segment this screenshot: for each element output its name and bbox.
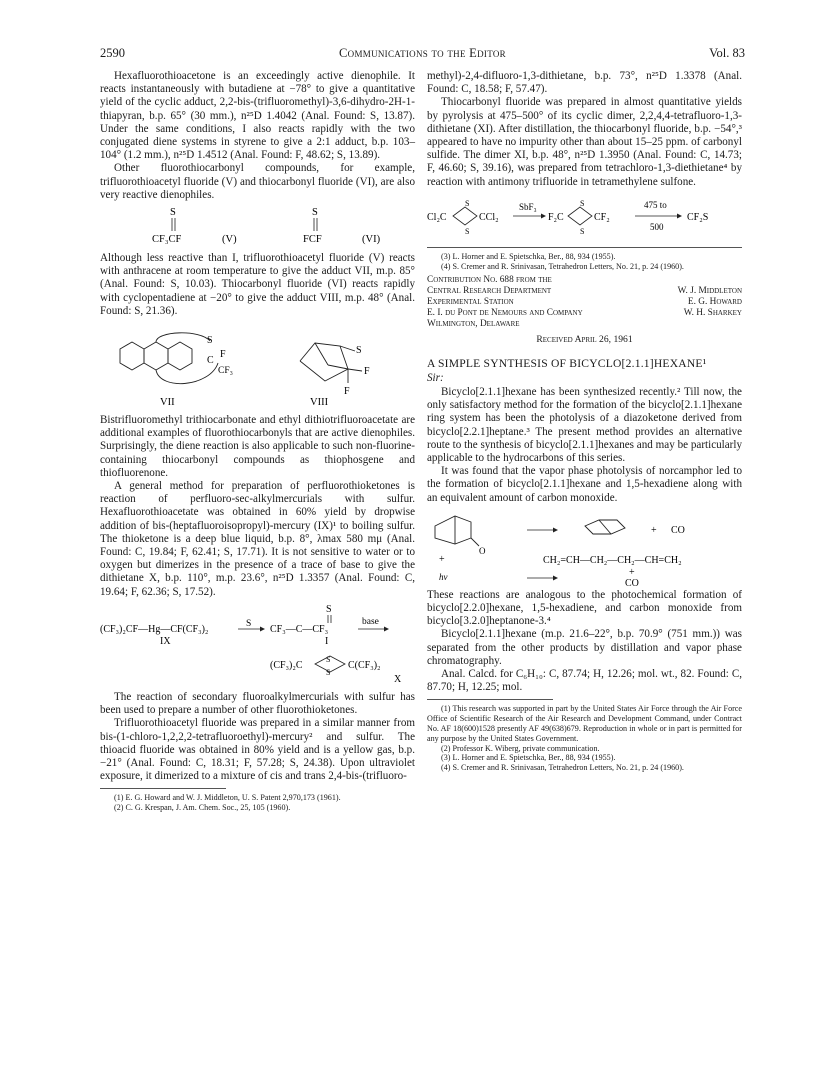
salutation: Sir: [427, 371, 444, 384]
viii-label: VIII [310, 397, 329, 409]
vii-label: VII [160, 397, 175, 409]
left-column [100, 70, 415, 813]
footnote: (1) This research was supported in part by the United States Air Force through the Air Force Office of Scientific Research of the Air Research and Development Command, under Contract No. AF 18(600)1528 presently AF 49(638)679. Reproduction in whole or in part is permitted for any purpose by the United States Government. [427, 704, 742, 743]
struct-v-sulfur: S [170, 207, 176, 219]
tetrachloro-left: Cl₂C [427, 211, 447, 223]
cyclopentadiene-adduct-viii [300, 343, 362, 383]
footnote: (4) S. Cremer and R. Srinivasan, Tetrahedron Letters, No. 21, p. 24 (1960). [441, 261, 684, 271]
footnote: (2) Professor K. Wiberg, private communication. [441, 743, 600, 753]
ketone-oxygen: O [479, 545, 486, 556]
footnote-rule [427, 247, 742, 248]
reagent-sbf3: SbF₃ [519, 201, 537, 212]
affiliation-line: Experimental Station [427, 297, 514, 308]
paragraph: Other fluorothiocarbonyl compounds, for example, trifluorothioacetyl fluoride (V) and thiocarbonyl fluoride (VI), are also very reactive dienophiles. [100, 162, 415, 201]
plus-sign: + [439, 553, 445, 565]
struct-v-label: (V) [222, 234, 237, 246]
pyrolysis-temp-upper: 475 to [644, 199, 667, 210]
footnote: (3) L. Horner and E. Spietschka, Ber., 88, 934 (1955). [441, 753, 616, 763]
volume-label: Vol. 83 [709, 46, 745, 60]
vii-carbon: C [207, 355, 214, 367]
paragraph: Anal. Calcd. for C₆H₁₀: C, 87.74; H, 12.26; mol. wt., 82. Found: C, 87.70; H, 12.25; mol. [427, 668, 742, 694]
photolysis-scheme [427, 508, 742, 586]
adduct-structures [100, 321, 415, 411]
author-name: E. G. Howard [687, 297, 742, 308]
vii-sulfur: S [207, 335, 213, 347]
scheme-label-i: I [325, 635, 329, 647]
scheme-dithietane-left: (CF₃)₂C [270, 659, 303, 671]
page-header [100, 46, 745, 62]
affiliation-line: E. I. du Pont de Nemours and Company [427, 308, 583, 319]
scheme-thioketone: CF₃—C—CF₃ [270, 623, 329, 635]
plus-sign: + [629, 566, 635, 578]
paragraph: These reactions are analogous to the photochemical formation of bicyclo[2.2.0]hexane, 1,5-hexadiene, and carbon monoxide from bicyclo[3.2.0]heptanone-3.⁴ [427, 588, 742, 628]
scheme-dithietane-s-top: S [326, 654, 331, 664]
tetrachloro-s-top: S [465, 198, 470, 208]
product-cf2s: CF₂S [687, 211, 709, 223]
norcamphor-structure [435, 516, 479, 546]
vii-fluorine: F [220, 349, 226, 361]
struct-vi-label: (VI) [362, 234, 381, 246]
scheme-thioketone-sulfur: S [326, 603, 332, 615]
paragraph: methyl)-2,4-difluoro-1,3-dithietane, b.p. 73°, n²⁵D 1.3378 (Anal. Found: C, 18.58; F, 57.47). [427, 70, 742, 96]
affiliation-line: Wilmington, Delaware [427, 319, 520, 330]
carbon-monoxide: CO [671, 524, 685, 536]
tetrachloro-s-bottom: S [465, 226, 470, 236]
viii-sulfur: S [356, 345, 362, 357]
right-column [427, 70, 742, 773]
bicyclohexane-structure [585, 520, 625, 534]
paragraph: Bicyclo[2.1.1]hexane (m.p. 21.6–22°, b.p. 70.9° (751 mm.)) was separated from the other products by distillation and vapor phase chromatography. [427, 628, 742, 667]
tetrafluoro-s-bottom: S [580, 226, 585, 236]
paragraph: Bicyclo[2.1.1]hexane has been synthesized recently.² Till now, the only satisfactory method for the formation of the bicyclo[2.1.1]hexane ring system has been the photolysis of a diazoketone derived from bicyclo[2.2.1]heptane.³ The present method provides an alternative route to the synthesis of bicyclo[2.1.1]hexanes and may be particularly applicable to the hydrocarbons of this series. [427, 386, 742, 465]
light-h-nu: hν [439, 571, 448, 582]
page-number: 2590 [100, 46, 125, 60]
footnote-rule [100, 788, 226, 789]
article-title: A SIMPLE SYNTHESIS OF BICYCLO[2.1.1]HEXANE¹ [427, 356, 707, 370]
anthracene-adduct-vii [120, 333, 218, 384]
thiocarbonyl-fluoride-scheme [427, 192, 742, 242]
scheme-arrow-sulfur: S [246, 618, 252, 629]
received-date: Received April 26, 1961 [536, 334, 633, 346]
viii-fluorine-1: F [364, 366, 370, 378]
paragraph: Trifluorothioacetyl fluoride was prepared in a similar manner from bis-(1-chloro-1,2,2,2-tetrafluoroethyl)-mercury² and sulfur. The thioacid fluoride was obtained in 80% yield and is a yellow gas, b.p. −21° (Anal. Found: C, 18.31; F, 57.28; S, 24.38). Upon ultraviolet exposure, it dimerized to a mixture of cis and trans 2,4-bis-(trifluoro- [100, 717, 415, 783]
paragraph: Bistrifluoromethyl trithiocarbonate and ethyl dithiotrifluoroacetate are additional examples of fluorothiocarbonyls that are active dienophiles. Surprisingly, the diene reaction is also applicable to such non-fluorine-containing thiocarbonyl compounds as thiophosgene and thiofluorenone. [100, 414, 415, 479]
paragraph: Hexafluorothioacetone is an exceedingly active dienophile. It reacts instantaneously with butadiene at −78° to give a quantitative yield of the cyclic adduct, 2,2-bis-(trifluoromethyl)-3,6-dihydro-2H-1-thiapyran, b.p. 65° (30 mm.), n²⁵D 1.4042 (Anal. Found: S, 13.87). Under the same conditions, I also reacts rapidly with the two conjugated diene systems in styrene to give a 2:1 adduct, b.p. 103–104° (1.2 mm.), n²⁵D 1.4512 (Anal. Found: F, 48.62; S, 13.89). [100, 70, 415, 162]
paragraph: It was found that the vapor phase photolysis of norcamphor led to the formation of bicyclo[2.1.1]hexane and 1,5-hexadiene along with an equivalent amount of carbon monoxide. [427, 465, 742, 504]
scheme-mercurial: (CF₃)₂CF—Hg—CF(CF₃)₂ [100, 623, 209, 635]
viii-fluorine-2: F [344, 386, 350, 398]
paragraph: Thiocarbonyl fluoride was prepared in almost quantitative yields by pyrolysis at 475–500° of its cyclic dimer, 2,2,4,4-tetrafluoro-1,3-dithietane (XI). After distillation, the thiocarbonyl fluoride, b.p. −54°,³ appeared to have no impurity other than about 15–25 ppm. of carbonyl sulfide. The dimer XI, b.p. 48°, n²⁵D 1.3950 (Anal. Found: C, 14.73; F, 46.60; S, 39.16), was prepared from tetrachloro-1,3-diethietane⁴ by reaction with antimony trifluoride in tetramethylene sulfone. [427, 96, 742, 188]
affiliation-line: Contribution No. 688 from the [427, 275, 552, 286]
author-affiliation [427, 275, 742, 330]
journal-section-title: Communications to the Editor [339, 46, 506, 60]
scheme-dithietane-right: C(CF₃)₂ [348, 659, 381, 671]
footnote: (2) C. G. Krespan, J. Am. Chem. Soc., 25, 105 (1960). [114, 803, 291, 813]
tetrafluoro-left: F₂C [548, 211, 564, 223]
author-name: W. H. Sharkey [683, 308, 742, 319]
struct-vi-sulfur: S [312, 207, 318, 219]
pyrolysis-temp-lower: 500 [650, 221, 664, 232]
scheme-base: base [362, 616, 379, 627]
scheme-label-ix: IX [160, 635, 171, 647]
plus-sign: + [651, 524, 657, 536]
affiliation-line: Central Research Department [427, 286, 552, 297]
footnote: (4) S. Cremer and R. Srinivasan, Tetrahedron Letters, No. 21, p. 24 (1960). [441, 763, 684, 773]
tetrafluoro-right: CF₂ [594, 211, 610, 223]
thiocarbonyl-structures [100, 205, 415, 249]
vii-cf3: CF₃ [218, 366, 233, 377]
carbon-monoxide: CO [625, 577, 639, 586]
tetrafluoro-s-top: S [580, 198, 585, 208]
footnote: (1) E. G. Howard and W. J. Middleton, U. S. Patent 2,970,173 (1961). [114, 793, 341, 803]
scheme-dithietane-s-bottom: S [326, 667, 331, 677]
hexadiene: CH₂=CH—CH₂—CH₂—CH=CH₂ [543, 554, 682, 566]
paragraph: The reaction of secondary fluoroalkylmercurials with sulfur has been used to prepare a number of other fluorothioketones. [100, 690, 415, 717]
paragraph: Although less reactive than I, trifluorothioacetyl fluoride (V) reacts with anthracene at room temperature to give the adduct VII, m.p. 85° (Anal. Found: S, 10.03). Thiocarbonyl fluoride (VI) reacts rapidly with cyclopentadiene at −20° to give the adduct VIII, m.p. 48° (Anal. Found: S, 21.36). [100, 252, 415, 317]
paragraph: A general method for preparation of perfluorothioketones is reaction of perfluoro-sec-alkylmercurials with sulfur. Hexafluorothioacetate was obtained in 60% yield by dropwise addition of bis-(heptafluoroisopropyl)-mercury (IX)¹ to boiling sulfur. The thioketone is a deep blue liquid, b.p. 8°, λmax 580 mμ (Anal. Found: C, 19.84; F, 62.41; S, 17.71). It is not sensitive to water or to oxygen but dimerizes in the presence of a trace of base to give the dithietane X, b.p. 110°, m.p. 23.6°, n²⁵D 1.3357 (Anal. Found: C, 19.64; F, 62.36; S, 17.52). [100, 480, 415, 598]
struct-v-formula: CF₃CF [152, 234, 182, 246]
struct-vi-formula: FCF [303, 234, 322, 246]
tetrachloro-right: CCl₂ [479, 211, 499, 223]
footnote: (3) L. Horner and E. Spietschka, Ber., 88, 934 (1955). [441, 251, 616, 261]
mercurial-reaction-scheme [100, 602, 415, 688]
author-name: W. J. Middleton [677, 286, 742, 297]
scheme-label-x: X [394, 673, 402, 685]
footnote-rule [427, 699, 553, 700]
